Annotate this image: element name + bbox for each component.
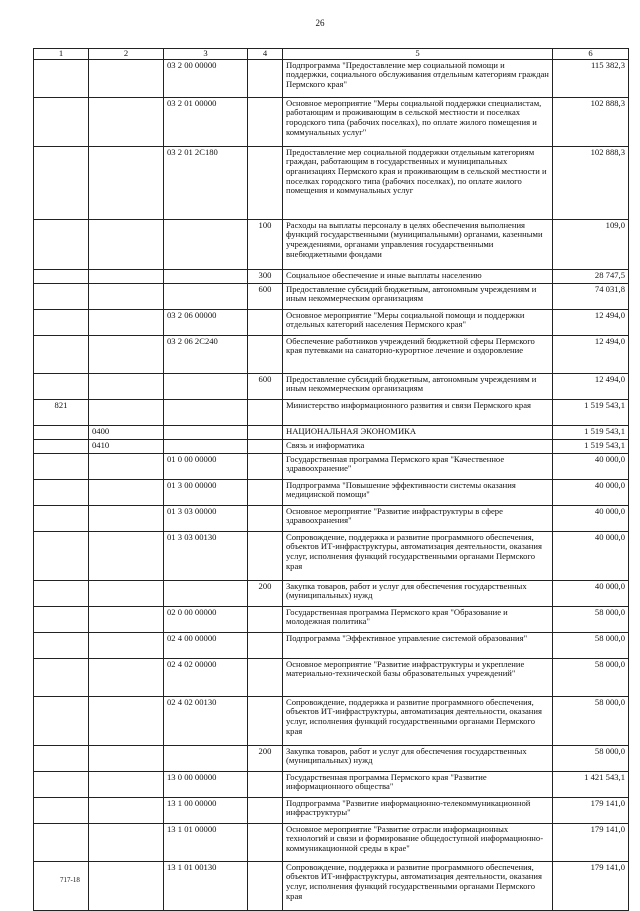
ministry-code-cell <box>34 309 89 335</box>
description-cell: Сопровождение, поддержка и развитие программного обеспечения, объектов ИТ-инфраструктуры, автоматизация деятельности, оказания услуг, исполнения функций государственными органами Пермского края <box>283 861 553 910</box>
expense-type-cell <box>248 658 283 696</box>
section-code-cell <box>89 531 164 580</box>
table-row <box>34 580 629 606</box>
description-cell: Государственная программа Пермского края "Образование и молодежная политика" <box>283 606 553 632</box>
description-cell: Расходы на выплаты персоналу в целях обеспечения выполнения функций государственными (муниципальными) органами, казенными учреждениями, органами управления государственными внебюджетными фондами <box>283 219 553 269</box>
expense-type-cell <box>248 335 283 373</box>
section-code-cell <box>89 696 164 745</box>
description-cell: Подпрограмма "Предоставление мер социальной помощи и поддержки, социального обслуживания отдельным категориям граждан Пермского края" <box>283 59 553 97</box>
description-cell: Основное мероприятие "Развитие отрасли информационных технологий и связи и формирование общедоступной информационно-коммуникационной среды в крае" <box>283 823 553 861</box>
ministry-code-cell <box>34 283 89 309</box>
amount-cell: 58 000,0 <box>553 606 629 632</box>
column-header: 1 <box>34 49 89 60</box>
section-code-cell <box>89 309 164 335</box>
description-cell: Сопровождение, поддержка и развитие программного обеспечения, объектов ИТ-инфраструктуры, автоматизация деятельности, оказания услуг, исполнения функций государственными органами Пермского края <box>283 696 553 745</box>
section-code-cell <box>89 479 164 505</box>
expense-type-cell <box>248 797 283 823</box>
ministry-code-cell <box>34 219 89 269</box>
table-row <box>34 439 629 453</box>
amount-cell: 12 494,0 <box>553 373 629 399</box>
description-cell: Основное мероприятие "Развитие инфраструктуры в сфере здравоохранения" <box>283 505 553 531</box>
target-article-cell: 03 2 01 00000 <box>164 97 248 146</box>
ministry-code-cell <box>34 146 89 219</box>
expense-type-cell <box>248 606 283 632</box>
ministry-code-cell <box>34 696 89 745</box>
description-cell: Предоставление субсидий бюджетным, автономным учреждениям и иным некоммерческим организациям <box>283 373 553 399</box>
expense-type-cell <box>248 771 283 797</box>
table-row <box>34 696 629 745</box>
amount-cell: 179 141,0 <box>553 861 629 910</box>
expense-type-cell: 200 <box>248 745 283 771</box>
amount-cell: 1 519 543,1 <box>553 399 629 425</box>
description-cell: Основное мероприятие "Меры социальной помощи и поддержки отдельных категорий населения Пермского края" <box>283 309 553 335</box>
amount-cell: 109,0 <box>553 219 629 269</box>
section-code-cell <box>89 97 164 146</box>
table-row <box>34 797 629 823</box>
table-row <box>34 658 629 696</box>
ministry-code-cell <box>34 97 89 146</box>
target-article-cell: 01 3 03 00000 <box>164 505 248 531</box>
ministry-code-cell: 821 <box>34 399 89 425</box>
target-article-cell: 01 3 03 00130 <box>164 531 248 580</box>
ministry-code-cell <box>34 453 89 479</box>
expense-type-cell: 300 <box>248 269 283 283</box>
amount-cell: 40 000,0 <box>553 479 629 505</box>
ministry-code-cell <box>34 632 89 658</box>
section-code-cell <box>89 771 164 797</box>
table-row <box>34 97 629 146</box>
expense-type-cell <box>248 696 283 745</box>
amount-cell: 58 000,0 <box>553 632 629 658</box>
description-cell: Подпрограмма "Повышение эффективности системы оказания медицинской помощи" <box>283 479 553 505</box>
column-header: 4 <box>248 49 283 60</box>
section-code-cell <box>89 453 164 479</box>
section-code-cell <box>89 146 164 219</box>
description-cell: Закупка товаров, работ и услуг для обеспечения государственных (муниципальных) нужд <box>283 745 553 771</box>
ministry-code-cell <box>34 580 89 606</box>
target-article-cell: 01 0 00 00000 <box>164 453 248 479</box>
expense-type-cell <box>248 59 283 97</box>
expense-type-cell <box>248 861 283 910</box>
section-code-cell: 0410 <box>89 439 164 453</box>
description-cell: Основное мероприятие "Меры социальной поддержки специалистам, работающим и проживающим в сельской местности и поселках городского типа (рабочих поселках), по оплате жилого помещения и коммунальных услуг" <box>283 97 553 146</box>
table-row <box>34 146 629 219</box>
ministry-code-cell <box>34 425 89 439</box>
ministry-code-cell <box>34 745 89 771</box>
expense-type-cell: 600 <box>248 373 283 399</box>
table-row <box>34 606 629 632</box>
expense-type-cell <box>248 453 283 479</box>
description-cell: Сопровождение, поддержка и развитие программного обеспечения, объектов ИТ-инфраструктуры, автоматизация деятельности, оказания услуг, исполнения функций государственными органами Пермского края <box>283 531 553 580</box>
expense-type-cell <box>248 146 283 219</box>
target-article-cell: 03 2 01 2С180 <box>164 146 248 219</box>
section-code-cell <box>89 823 164 861</box>
table-row <box>34 745 629 771</box>
target-article-cell: 13 1 01 00000 <box>164 823 248 861</box>
ministry-code-cell <box>34 439 89 453</box>
target-article-cell: 03 2 00 00000 <box>164 59 248 97</box>
ministry-code-cell <box>34 505 89 531</box>
target-article-cell: 13 0 00 00000 <box>164 771 248 797</box>
amount-cell: 40 000,0 <box>553 531 629 580</box>
target-article-cell <box>164 373 248 399</box>
table-row <box>34 283 629 309</box>
section-code-cell <box>89 219 164 269</box>
target-article-cell: 02 4 02 00130 <box>164 696 248 745</box>
target-article-cell: 13 1 01 00130 <box>164 861 248 910</box>
table-row <box>34 505 629 531</box>
target-article-cell: 03 2 06 00000 <box>164 309 248 335</box>
description-cell: Основное мероприятие "Развитие инфраструктуры и укрепление материально-технической базы образовательных учреждений" <box>283 658 553 696</box>
table-row <box>34 823 629 861</box>
amount-cell: 1 519 543,1 <box>553 425 629 439</box>
amount-cell: 40 000,0 <box>553 580 629 606</box>
target-article-cell: 02 4 00 00000 <box>164 632 248 658</box>
ministry-code-cell <box>34 771 89 797</box>
expense-type-cell <box>248 479 283 505</box>
expense-type-cell <box>248 439 283 453</box>
expense-type-cell <box>248 505 283 531</box>
description-cell: Подпрограмма "Эффективное управление системой образования" <box>283 632 553 658</box>
target-article-cell <box>164 269 248 283</box>
column-header: 5 <box>283 49 553 60</box>
section-code-cell <box>89 373 164 399</box>
expense-type-cell <box>248 399 283 425</box>
target-article-cell <box>164 219 248 269</box>
target-article-cell <box>164 283 248 309</box>
amount-cell: 179 141,0 <box>553 797 629 823</box>
section-code-cell: 0400 <box>89 425 164 439</box>
section-code-cell <box>89 632 164 658</box>
target-article-cell: 02 0 00 00000 <box>164 606 248 632</box>
amount-cell: 102 888,3 <box>553 97 629 146</box>
description-cell: Социальное обеспечение и иные выплаты населению <box>283 269 553 283</box>
amount-cell: 40 000,0 <box>553 505 629 531</box>
amount-cell: 58 000,0 <box>553 696 629 745</box>
section-code-cell <box>89 745 164 771</box>
section-code-cell <box>89 658 164 696</box>
description-cell: Связь и информатика <box>283 439 553 453</box>
table-row <box>34 269 629 283</box>
description-cell: НАЦИОНАЛЬНАЯ ЭКОНОМИКА <box>283 425 553 439</box>
amount-cell: 58 000,0 <box>553 745 629 771</box>
expense-type-cell <box>248 425 283 439</box>
amount-cell: 12 494,0 <box>553 335 629 373</box>
section-code-cell <box>89 269 164 283</box>
amount-cell: 1 519 543,1 <box>553 439 629 453</box>
amount-cell: 40 000,0 <box>553 453 629 479</box>
table-row <box>34 425 629 439</box>
amount-cell: 58 000,0 <box>553 658 629 696</box>
table-row <box>34 479 629 505</box>
amount-cell: 28 747,5 <box>553 269 629 283</box>
expense-type-cell: 200 <box>248 580 283 606</box>
table-row <box>34 453 629 479</box>
table-row <box>34 771 629 797</box>
section-code-cell <box>89 505 164 531</box>
page-number: 26 <box>315 18 325 28</box>
amount-cell: 102 888,3 <box>553 146 629 219</box>
ministry-code-cell <box>34 823 89 861</box>
ministry-code-cell <box>34 658 89 696</box>
amount-cell: 12 494,0 <box>553 309 629 335</box>
section-code-cell <box>89 283 164 309</box>
amount-cell: 1 421 543,1 <box>553 771 629 797</box>
ministry-code-cell <box>34 861 89 910</box>
section-code-cell <box>89 580 164 606</box>
description-cell: Обеспечение работников учреждений бюджетной сферы Пермского края путевками на санаторно-курортное лечение и оздоровление <box>283 335 553 373</box>
section-code-cell <box>89 797 164 823</box>
target-article-cell <box>164 580 248 606</box>
section-code-cell <box>89 861 164 910</box>
table-row <box>34 335 629 373</box>
description-cell: Министерство информационного развития и связи Пермского края <box>283 399 553 425</box>
column-number-row <box>34 49 629 60</box>
table-row <box>34 219 629 269</box>
ministry-code-cell <box>34 531 89 580</box>
amount-cell: 74 031,8 <box>553 283 629 309</box>
table-row <box>34 861 629 910</box>
column-header: 6 <box>553 49 629 60</box>
column-header: 3 <box>164 49 248 60</box>
description-cell: Закупка товаров, работ и услуг для обеспечения государственных (муниципальных) нужд <box>283 580 553 606</box>
ministry-code-cell <box>34 797 89 823</box>
amount-cell: 115 382,3 <box>553 59 629 97</box>
expense-type-cell <box>248 97 283 146</box>
target-article-cell: 03 2 06 2С240 <box>164 335 248 373</box>
target-article-cell <box>164 745 248 771</box>
section-code-cell <box>89 59 164 97</box>
ministry-code-cell <box>34 335 89 373</box>
expense-type-cell <box>248 531 283 580</box>
description-cell: Государственная программа Пермского края "Развитие информационного общества" <box>283 771 553 797</box>
ministry-code-cell <box>34 606 89 632</box>
ministry-code-cell <box>34 479 89 505</box>
target-article-cell <box>164 425 248 439</box>
amount-cell: 179 141,0 <box>553 823 629 861</box>
target-article-cell: 13 1 00 00000 <box>164 797 248 823</box>
column-header: 2 <box>89 49 164 60</box>
section-code-cell <box>89 335 164 373</box>
description-cell: Предоставление мер социальной поддержки отдельным категориям граждан, работающим в государственных и муниципальных организациях Пермского края и проживающим в сельской местности и поселках городского типа (рабочих поселках), по оплате жилого помещения и коммунальных услуг <box>283 146 553 219</box>
table-row <box>34 309 629 335</box>
target-article-cell: 02 4 02 00000 <box>164 658 248 696</box>
section-code-cell <box>89 399 164 425</box>
table-row <box>34 59 629 97</box>
table-body <box>34 59 629 910</box>
ministry-code-cell <box>34 269 89 283</box>
description-cell: Предоставление субсидий бюджетным, автономным учреждениям и иным некоммерческим организациям <box>283 283 553 309</box>
section-code-cell <box>89 606 164 632</box>
expense-type-cell <box>248 632 283 658</box>
expense-type-cell <box>248 309 283 335</box>
target-article-cell: 01 3 00 00000 <box>164 479 248 505</box>
description-cell: Государственная программа Пермского края "Качественное здравоохранение" <box>283 453 553 479</box>
description-cell: Подпрограмма "Развитие информационно-телекоммуникационной инфраструктуры" <box>283 797 553 823</box>
expense-type-cell: 600 <box>248 283 283 309</box>
table-row <box>34 531 629 580</box>
target-article-cell <box>164 439 248 453</box>
expense-type-cell <box>248 823 283 861</box>
ministry-code-cell <box>34 59 89 97</box>
expense-type-cell: 100 <box>248 219 283 269</box>
table-row <box>34 399 629 425</box>
table-row <box>34 373 629 399</box>
budget-table <box>33 48 629 911</box>
target-article-cell <box>164 399 248 425</box>
table-row <box>34 632 629 658</box>
footer-code: 717-18 <box>60 876 80 884</box>
ministry-code-cell <box>34 373 89 399</box>
